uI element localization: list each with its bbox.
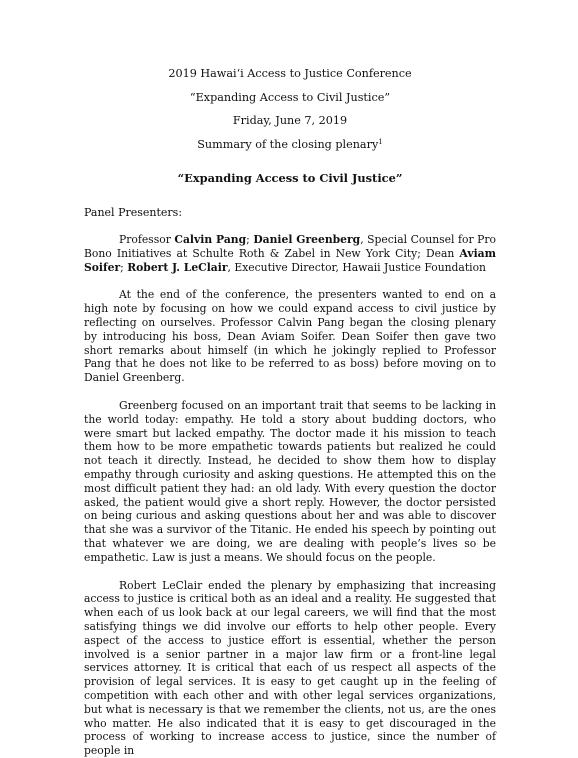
presenter-text: , Executive Director, Hawaii Justice Foundation xyxy=(227,260,486,274)
presenter-text: Professor xyxy=(119,233,175,246)
presenter-text: , Special Counsel for Pro Bono Initiatives at Schulte Roth & Zabel in New York City; Dean xyxy=(84,233,497,260)
plenary-title: “Expanding Access to Civil Justice” xyxy=(177,171,403,185)
summary-heading xyxy=(84,133,496,157)
body-paragraph-leclair: Robert LeClair ended the plenary by emphasizing that increasing access to justice is critical both as an ideal and a reality. He suggested that when each of us look back at our legal careers, we will find that the most satisfying things we did involve our efforts to help other people. Every aspect of the access to justice effort is essential, whether the person involved is a senior partner in a major law firm or a front-line legal services attorney. It is critical that each of us respect all aspects of the provision of legal services. It is easy to get caught up in the feeling of competition with each other and with other legal services organizations, but what is necessary is that we remember the clients, not us, are the ones who matter. He also indicated that it is easy to get discouraged in the process of working to increase access to justice, since the number of people in xyxy=(84,578,496,758)
conference-title: 2019 Hawaiʻi Access to Justice Conference xyxy=(168,67,412,80)
presenter-name: Daniel Greenberg xyxy=(253,233,361,246)
conference-date: Friday, June 7, 2019 xyxy=(232,114,348,127)
presenter-text: ; xyxy=(246,233,254,246)
body-paragraph-greenberg: Greenberg focused on an important trait that seems to be lacking in the world today: empathy. He told a story about budding doctors, who were smart but lacked empathy. The doctor made it his mission to teach them how to be more empathetic towards patients but realized he could not teach it directly. Instead, he decided to show them how to display empathy through curiosity and asking questions. He attempted this on the most difficult patient they had: an old lady. With every question the doctor asked, the patient would give a short reply. However, the doctor persisted on being curious and asking questions about her and was able to discover that she was a survivor of the Titanic. He ended his speech by pointing out that whatever we are doing, we are dealing with people’s lives so be empathetic. Law is just a means. We should focus on the people. xyxy=(84,398,496,564)
presenters-paragraph xyxy=(84,233,496,274)
presenter-text: ; xyxy=(120,260,128,274)
presenter-name: Calvin Pang xyxy=(174,233,247,246)
panel-presenters-label: Panel Presenters: xyxy=(84,206,183,219)
footnote-marker[interactable]: 1 xyxy=(378,137,383,146)
presenter-name: Aviam Soifer xyxy=(84,246,496,274)
conference-theme: “Expanding Access to Civil Justice” xyxy=(189,90,391,104)
presenter-name: Robert J. LeClair xyxy=(127,260,228,274)
document-header xyxy=(84,0,496,156)
summary-heading-text: Summary of the closing plenary xyxy=(197,137,379,151)
body-paragraph-intro: At the end of the conference, the presenters wanted to end on a high note by focusing on how we could expand access to civil justice by reflecting on ourselves. Professor Calvin Pang began the closing plenary by introducing his boss, Dean Aviam Soifer. Dean Soifer then gave two short remarks about himself (in which he jokingly replied to Professor Pang that he does not like to be referred to as boss) before moving on to Daniel Greenberg. xyxy=(84,288,496,385)
